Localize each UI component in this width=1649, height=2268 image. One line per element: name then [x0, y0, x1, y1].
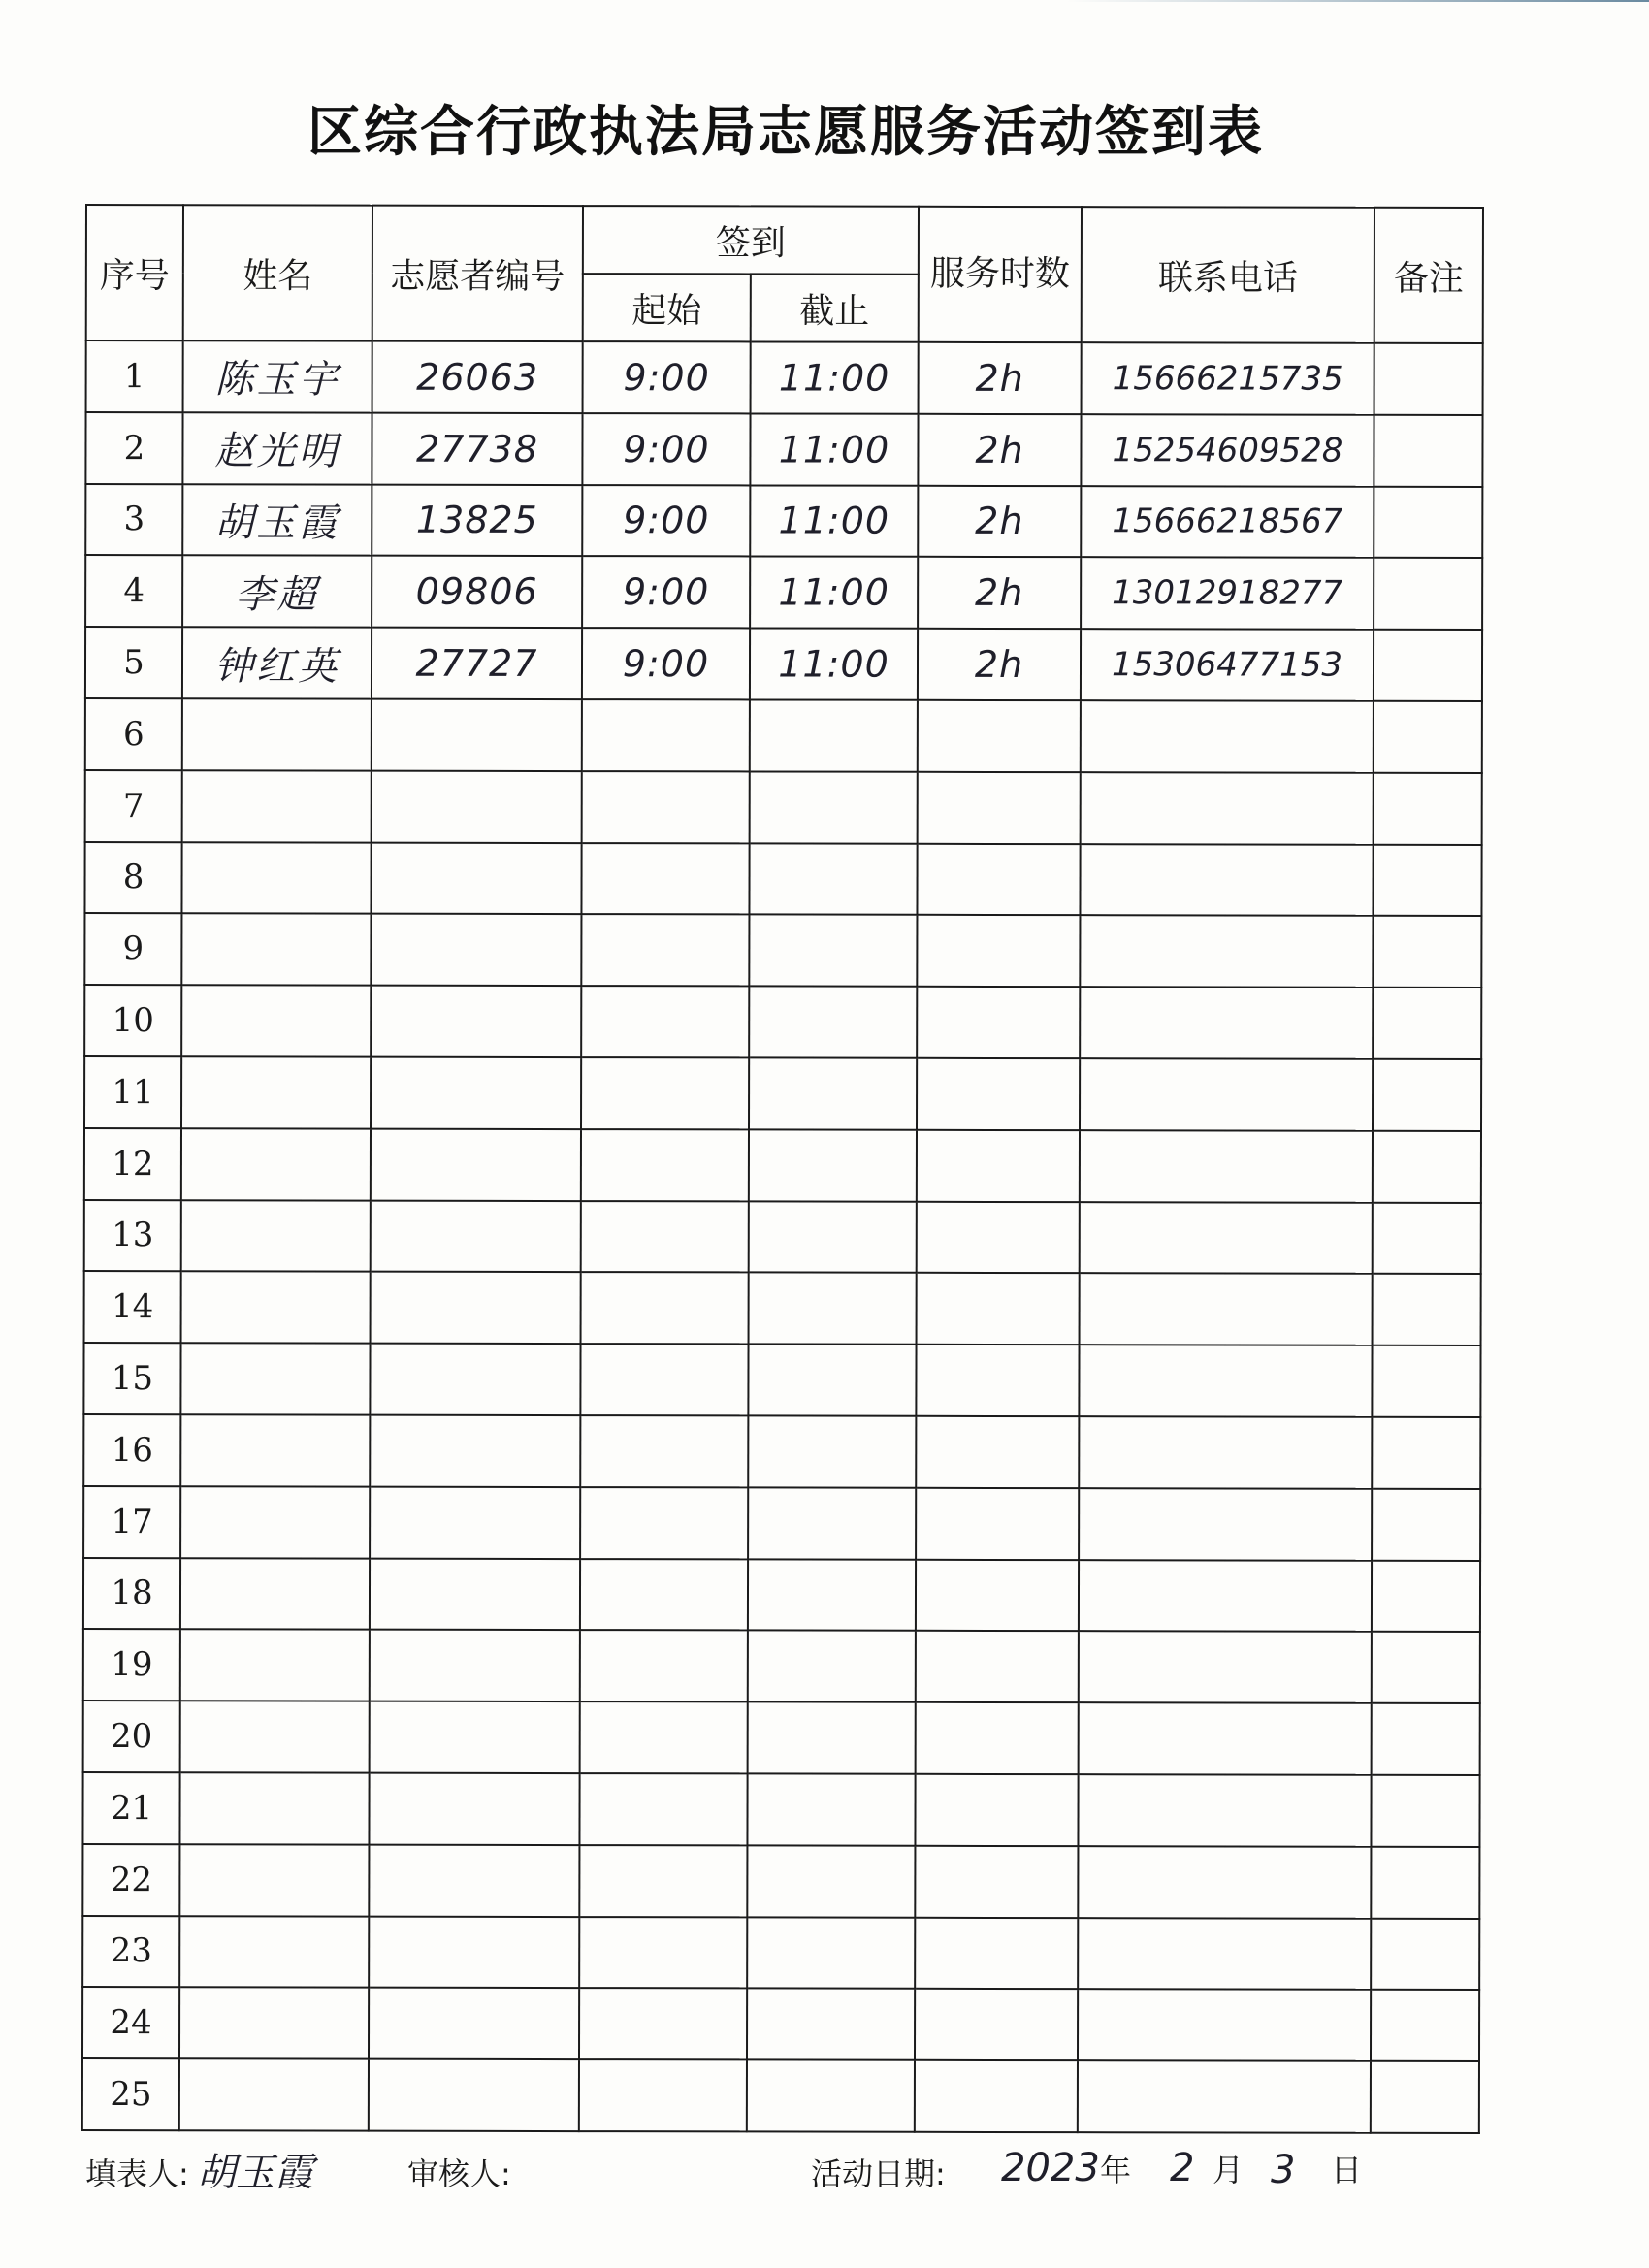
cell-remarks [1371, 2061, 1479, 2133]
cell-hours [916, 1416, 1079, 1488]
cell-end: 11:00 [750, 557, 918, 629]
cell-remarks [1371, 1990, 1479, 2061]
table-row [84, 985, 1481, 1059]
cell-seq: 16 [83, 1414, 180, 1486]
cell-seq: 18 [83, 1558, 180, 1630]
cell-start [581, 843, 749, 915]
cell-end [749, 1057, 917, 1129]
cell-phone: 15666215735 [1082, 342, 1374, 414]
cell-seq: 3 [85, 484, 182, 556]
cell-seq: 13 [84, 1200, 181, 1272]
cell-start [579, 1845, 747, 1917]
cell-volunteer-id [371, 1272, 581, 1344]
cell-volunteer-id [370, 1558, 580, 1630]
cell-end [747, 1845, 915, 1917]
cell-phone [1079, 1345, 1372, 1416]
cell-hours [915, 2060, 1078, 2132]
cell-start [581, 914, 749, 986]
cell-end [749, 915, 917, 987]
cell-phone [1079, 1416, 1372, 1488]
cell-name [181, 985, 371, 1056]
signin-table [81, 204, 1484, 2134]
filler-label: 填表人: [85, 2155, 189, 2192]
table-row [83, 1486, 1480, 1561]
cell-phone [1078, 1774, 1371, 1846]
cell-remarks [1371, 1918, 1479, 1990]
cell-volunteer-id: 27738 [372, 412, 582, 484]
table-row [85, 484, 1482, 559]
cell-end [747, 1917, 915, 1989]
cell-seq: 25 [82, 2058, 179, 2130]
cell-seq: 5 [85, 627, 182, 698]
table-row [83, 1414, 1480, 1489]
table-row [84, 913, 1481, 988]
cell-seq: 1 [86, 340, 183, 412]
cell-seq: 23 [82, 1916, 179, 1988]
table-row [84, 842, 1481, 917]
cell-name [179, 2058, 369, 2130]
cell-end: 11:00 [750, 629, 918, 700]
table-row [83, 1701, 1480, 1775]
cell-volunteer-id [369, 1773, 579, 1845]
cell-seq: 12 [84, 1128, 181, 1200]
cell-name [180, 1630, 370, 1701]
cell-volunteer-id [371, 1057, 581, 1129]
cell-start [582, 699, 750, 771]
cell-name [179, 1916, 369, 1988]
cell-phone [1080, 844, 1373, 916]
cell-end [748, 1702, 916, 1774]
date-day: 3 [1271, 2148, 1296, 2192]
header-signin: 签到 [583, 206, 919, 275]
cell-start [580, 1415, 748, 1487]
cell-phone [1080, 1274, 1373, 1345]
cell-phone [1079, 1631, 1372, 1702]
cell-end [749, 1129, 917, 1201]
cell-name [180, 1343, 370, 1414]
cell-remarks [1373, 1131, 1481, 1203]
cell-volunteer-id [369, 2059, 579, 2131]
cell-hours [916, 1488, 1079, 1560]
cell-hours: 2h [918, 485, 1081, 557]
cell-hours: 2h [918, 557, 1081, 629]
cell-name [179, 1844, 369, 1916]
table-row [85, 698, 1482, 773]
cell-phone: 15254609528 [1081, 414, 1374, 486]
cell-start [581, 1272, 749, 1344]
cell-seq: 11 [84, 1056, 181, 1128]
header-end: 截止 [751, 274, 919, 341]
cell-remarks [1372, 1345, 1480, 1417]
cell-phone [1081, 772, 1374, 844]
cell-volunteer-id [372, 770, 582, 842]
table-row [83, 1629, 1480, 1703]
cell-start [580, 1487, 748, 1559]
cell-remarks [1373, 844, 1481, 916]
cell-phone [1080, 1202, 1373, 1274]
cell-remarks [1374, 773, 1482, 845]
cell-hours [917, 1201, 1080, 1273]
cell-hours [917, 1130, 1080, 1202]
cell-remarks [1371, 1847, 1479, 1919]
cell-start: 9:00 [582, 556, 750, 628]
cell-name [181, 1056, 371, 1128]
cell-volunteer-id [371, 1128, 581, 1200]
cell-seq: 14 [84, 1271, 181, 1343]
cell-hours [916, 1631, 1079, 1702]
table-row [82, 1916, 1479, 1991]
cell-seq: 7 [85, 770, 182, 842]
cell-name [179, 1988, 369, 2059]
cell-phone: 15306477153 [1081, 629, 1374, 700]
header-volunteer-id: 志愿者编号 [372, 206, 583, 341]
cell-end: 11:00 [750, 485, 918, 557]
table-row [84, 1271, 1481, 1345]
cell-start [580, 1559, 748, 1631]
cell-phone [1079, 1560, 1372, 1632]
cell-seq: 24 [82, 1987, 179, 2058]
cell-start [581, 1057, 749, 1129]
cell-hours [918, 772, 1081, 844]
cell-end [749, 1273, 917, 1345]
cell-name: 陈玉宇 [183, 340, 372, 412]
cell-name [179, 1772, 369, 1844]
cell-end: 11:00 [751, 341, 919, 413]
cell-phone [1078, 1989, 1371, 2060]
cell-remarks [1372, 1632, 1480, 1703]
cell-phone [1078, 1846, 1371, 1918]
cell-remarks [1374, 558, 1482, 630]
cell-start [580, 1344, 748, 1415]
cell-end [748, 1559, 916, 1631]
cell-start [580, 1701, 748, 1773]
reviewer-label: 审核人: [407, 2155, 511, 2192]
cell-phone [1080, 916, 1373, 988]
cell-name [181, 842, 371, 914]
cell-end [748, 1487, 916, 1559]
cell-start [581, 986, 749, 1057]
cell-start [580, 1630, 748, 1701]
date-month: 2 [1170, 2146, 1195, 2190]
cell-remarks [1373, 1059, 1481, 1131]
date-year-unit: 年 [1100, 2152, 1132, 2188]
cell-remarks [1374, 630, 1482, 701]
cell-phone [1079, 1488, 1372, 1560]
cell-start: 9:00 [582, 413, 750, 485]
cell-seq: 22 [82, 1844, 179, 1916]
document-title: 区综合行政执法局志愿服务活动签到表 [307, 101, 1264, 164]
table-row [82, 1772, 1479, 1847]
cell-end [749, 1201, 917, 1273]
table-row [85, 555, 1482, 630]
table-row [83, 1558, 1480, 1633]
filler-signature: 胡玉霞 [197, 2151, 313, 2195]
cell-name [180, 1414, 370, 1486]
cell-start: 9:00 [582, 628, 750, 699]
table-row [82, 1987, 1479, 2061]
cell-end: 11:00 [750, 413, 918, 485]
cell-remarks [1374, 415, 1482, 487]
cell-seq: 9 [84, 913, 181, 985]
cell-name [180, 1486, 370, 1558]
cell-name [181, 914, 371, 986]
cell-start [581, 1201, 749, 1273]
cell-phone [1080, 1130, 1373, 1202]
cell-volunteer-id [371, 914, 581, 986]
cell-start [579, 1773, 747, 1845]
cell-seq: 6 [85, 698, 182, 770]
scan-edge-mark [1067, 0, 1649, 2]
cell-seq: 4 [85, 555, 182, 627]
cell-phone [1078, 1918, 1371, 1990]
table-row [85, 770, 1482, 845]
cell-seq: 20 [83, 1701, 180, 1772]
cell-remarks [1372, 1703, 1480, 1775]
cell-hours [915, 1989, 1078, 2060]
footer [85, 2132, 1482, 2210]
header-name: 姓名 [183, 205, 372, 340]
cell-end [748, 1345, 916, 1416]
cell-volunteer-id [370, 1415, 580, 1487]
cell-seq: 17 [83, 1486, 180, 1558]
cell-end [750, 771, 918, 843]
cell-name [180, 1558, 370, 1630]
cell-end [749, 987, 917, 1058]
cell-volunteer-id [370, 1630, 580, 1701]
cell-hours: 2h [919, 342, 1082, 414]
cell-volunteer-id [370, 1486, 580, 1558]
cell-remarks [1373, 988, 1481, 1059]
cell-hours [918, 700, 1081, 772]
cell-start: 9:00 [582, 485, 750, 557]
cell-remarks [1374, 343, 1483, 415]
cell-seq: 19 [83, 1629, 180, 1701]
header-remarks: 备注 [1374, 208, 1483, 343]
cell-remarks [1373, 916, 1481, 988]
cell-name [182, 770, 372, 842]
cell-name [181, 1128, 371, 1200]
cell-start [579, 2059, 747, 2131]
cell-end [747, 2060, 915, 2132]
table-row [82, 2058, 1479, 2133]
cell-volunteer-id [371, 842, 581, 914]
cell-remarks [1374, 701, 1482, 773]
header-seq: 序号 [86, 205, 183, 340]
table-row [84, 1128, 1481, 1203]
cell-name: 赵光明 [182, 412, 372, 484]
cell-seq: 10 [84, 985, 181, 1056]
cell-remarks [1373, 1274, 1481, 1345]
cell-hours [917, 1058, 1080, 1130]
cell-hours [916, 1702, 1079, 1774]
cell-name [182, 698, 372, 770]
cell-volunteer-id [371, 986, 581, 1057]
cell-phone [1080, 987, 1373, 1058]
cell-phone [1081, 700, 1374, 772]
cell-seq: 15 [83, 1343, 180, 1414]
table-row [84, 1056, 1481, 1131]
cell-volunteer-id: 27727 [372, 628, 582, 699]
cell-seq: 8 [84, 842, 181, 914]
cell-start [582, 771, 750, 843]
cell-volunteer-id: 26063 [372, 341, 583, 413]
cell-name [180, 1701, 370, 1772]
cell-start [579, 1988, 747, 2059]
cell-hours [917, 987, 1080, 1058]
cell-volunteer-id [370, 1701, 580, 1773]
cell-hours [915, 1774, 1078, 1846]
cell-hours [915, 1846, 1078, 1918]
table-row [82, 1844, 1479, 1919]
cell-hours [915, 1917, 1078, 1989]
cell-end [749, 843, 917, 915]
table-body [82, 340, 1483, 2133]
cell-phone: 15666218567 [1081, 486, 1374, 558]
cell-hours: 2h [918, 629, 1081, 700]
cell-name [181, 1200, 371, 1272]
cell-phone [1078, 2060, 1371, 2132]
cell-start [581, 1129, 749, 1201]
date-day-unit: 日 [1331, 2152, 1363, 2188]
cell-end [747, 1773, 915, 1845]
cell-name: 胡玉霞 [182, 484, 372, 556]
cell-volunteer-id: 09806 [372, 556, 582, 628]
cell-phone [1079, 1702, 1372, 1774]
cell-hours [917, 1273, 1080, 1345]
cell-end [748, 1631, 916, 1702]
cell-volunteer-id [369, 1988, 579, 2059]
cell-hours [916, 1345, 1079, 1416]
cell-volunteer-id [369, 1916, 579, 1988]
cell-hours: 2h [918, 414, 1081, 486]
cell-volunteer-id [371, 1200, 581, 1272]
table-row [84, 1200, 1481, 1275]
cell-end [747, 1989, 915, 2060]
cell-remarks [1372, 1417, 1480, 1489]
cell-volunteer-id [372, 699, 582, 771]
cell-remarks [1372, 1560, 1480, 1632]
cell-name: 钟红英 [182, 627, 372, 698]
cell-remarks [1373, 1202, 1481, 1274]
cell-name: 李超 [182, 556, 372, 628]
table-row [85, 412, 1482, 487]
cell-name [181, 1272, 371, 1344]
table-row [86, 340, 1483, 415]
cell-remarks [1371, 1775, 1479, 1847]
date-month-unit: 月 [1212, 2152, 1245, 2188]
cell-start: 9:00 [583, 341, 751, 413]
cell-end [748, 1415, 916, 1487]
cell-start [579, 1917, 747, 1989]
cell-volunteer-id [370, 1344, 580, 1415]
table-row [85, 627, 1482, 701]
cell-volunteer-id: 13825 [372, 484, 582, 556]
cell-end [750, 699, 918, 771]
cell-hours [916, 1559, 1079, 1631]
date-year: 2023 [1001, 2146, 1100, 2190]
cell-hours [917, 843, 1080, 915]
header-hours: 服务时数 [919, 207, 1082, 342]
cell-volunteer-id [369, 1844, 579, 1916]
table-row [83, 1343, 1480, 1417]
cell-phone: 13012918277 [1081, 558, 1374, 630]
cell-remarks [1374, 486, 1482, 558]
cell-hours [917, 915, 1080, 987]
cell-phone [1080, 1058, 1373, 1130]
date-label: 活动日期: [811, 2155, 946, 2192]
cell-seq: 21 [82, 1772, 179, 1844]
header-start: 起始 [583, 274, 751, 341]
cell-remarks [1372, 1489, 1480, 1561]
header-phone: 联系电话 [1082, 207, 1374, 343]
cell-seq: 2 [85, 412, 182, 484]
